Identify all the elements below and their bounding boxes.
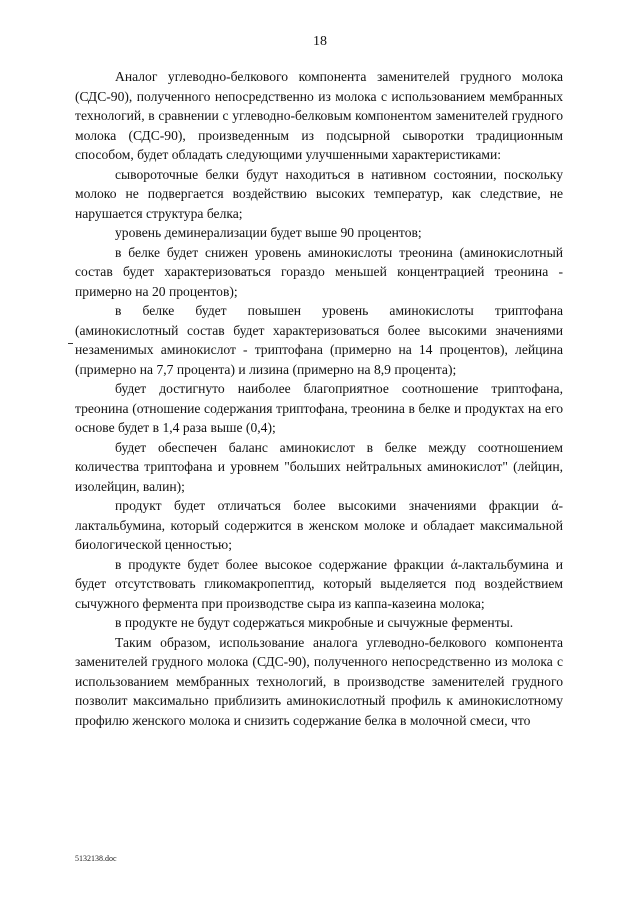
page-number: 18 bbox=[313, 34, 327, 49]
paragraph: в продукте не будут содержаться микробные и сычужные ферменты. bbox=[115, 615, 514, 630]
margin-mark bbox=[68, 343, 73, 344]
paragraph: в белке будет повышен уровень аминокислоты триптофана (аминокислотный состав будет характеризоваться более высокими значениями незаменимых аминокислот - триптофана (примерно на 14 процентов), лейцина (примерно на 7,7 процента) и лизина (примерно на 8,9 процента); bbox=[75, 303, 563, 377]
paragraph: будет достигнуто наиболее благоприятное соотношение триптофана, треонина (отношение содержания триптофана, треонина в белке и продуктах на его основе будет в 1,4 раза выше (0,4); bbox=[75, 381, 563, 435]
paragraph: Аналог углеводно-белкового компонента заменителей грудного молока (СДС-90), полученного непосредственно из молока с использованием мембранных технологий, в сравнении с углеводно-белковым компонентом заменителей грудного молока (СДС-90), произведенным из подсырной сыворотки традиционным способом, будет обладать следующими улучшенными характеристиками: bbox=[75, 69, 563, 162]
document-body bbox=[75, 67, 563, 730]
paragraph: Таким образом, использование аналога углеводно-белкового компонента заменителей грудного молока (СДС-90), полученного непосредственно из молока с использованием мембранных технологий, в производстве заменителей грудного позволит максимально приблизить аминокислотный профиль к аминокислотному профилю женского молока и снизить содержание белка в молочной смеси, что bbox=[75, 634, 563, 728]
paragraph: будет обеспечен баланс аминокислот в белке между соотношением количества триптофана и уровнем "больших нейтральных аминокислот" (лейцин, изолейцин, валин); bbox=[75, 439, 563, 494]
footer-filename: 5132138.doc bbox=[75, 854, 117, 863]
paragraph: уровень деминерализации будет выше 90 процентов; bbox=[115, 225, 422, 240]
paragraph: сывороточные белки будут находиться в нативном состоянии, поскольку молоко не подвергается воздействию высоких температур, как следствие, не нарушается структура белка; bbox=[75, 166, 563, 221]
paragraph: в продукте будет более высокое содержание фракции ά-лактальбумина и будет отсутствовать гликомакропептид, который выделяется под воздействием сычужного фермента при производстве сыра из каппа-казеина молока; bbox=[75, 556, 563, 611]
paragraph: в белке будет снижен уровень аминокислоты треонина (аминокислотный состав будет характеризоваться гораздо меньшей концентрацией треонина - примерно на 20 процентов); bbox=[75, 244, 563, 299]
paragraph: продукт будет отличаться более высокими значениями фракции ά-лактальбумина, который содержится в женском молоке и обладает максимальной биологической ценностью; bbox=[75, 498, 563, 552]
